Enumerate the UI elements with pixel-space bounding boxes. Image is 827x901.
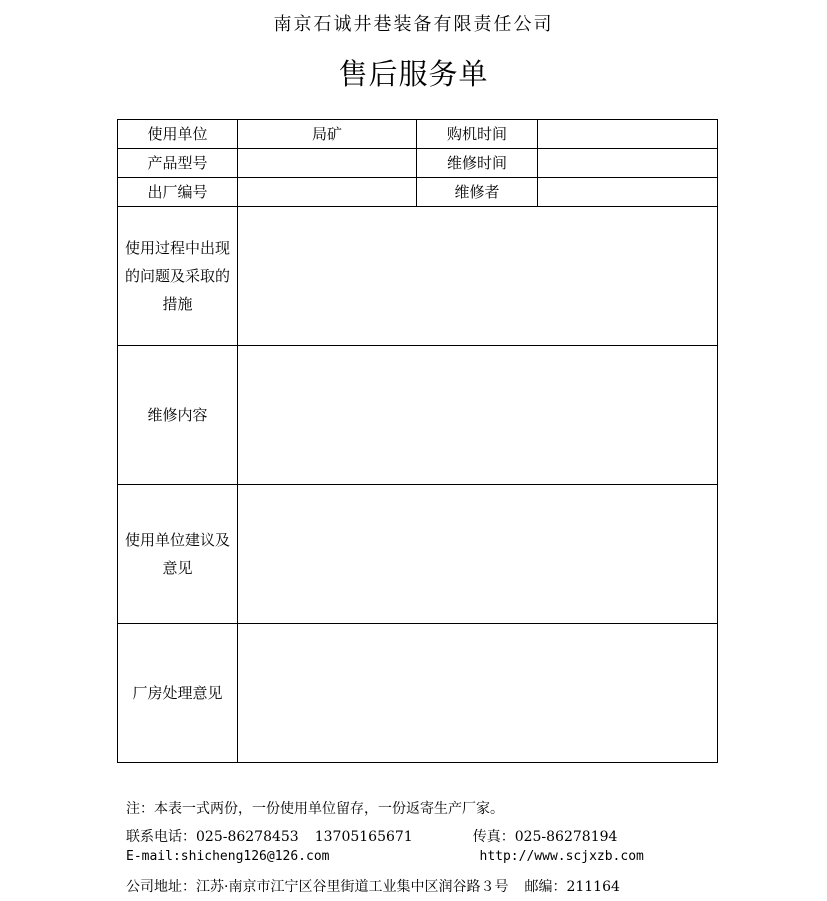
field-product-model[interactable] bbox=[238, 149, 417, 178]
form-row-factory-opinion bbox=[118, 624, 718, 763]
fax-number: 传真：025-86278194 bbox=[472, 829, 618, 845]
label-serial-number: 出厂编号 bbox=[118, 178, 238, 207]
service-form-table bbox=[117, 119, 718, 763]
form-title: 售后服务单 bbox=[338, 57, 489, 91]
field-serial-number[interactable] bbox=[238, 178, 417, 207]
label-repair-date: 维修时间 bbox=[417, 149, 538, 178]
form-row-user-unit bbox=[118, 120, 718, 149]
label-product-model: 产品型号 bbox=[118, 149, 238, 178]
label-problems-measures: 使用过程中出现的问题及采取的措施 bbox=[118, 207, 238, 346]
label-user-unit: 使用单位 bbox=[118, 120, 238, 149]
label-repair-content: 维修内容 bbox=[118, 346, 238, 485]
company-name: 南京石诚井巷装备有限责任公司 bbox=[273, 14, 554, 35]
email-address: E-mail:shicheng126@126.com bbox=[126, 849, 330, 864]
label-user-suggestions: 使用单位建议及意见 bbox=[118, 485, 238, 624]
footer-contact-line bbox=[126, 826, 617, 846]
phone-number: 联系电话：025-86278453 bbox=[126, 829, 299, 845]
website-url: http://www.scjxzb.com bbox=[479, 849, 644, 864]
form-row-problems bbox=[118, 207, 718, 346]
footer-address-line bbox=[126, 876, 620, 896]
label-purchase-date: 购机时间 bbox=[417, 120, 538, 149]
footer-web-line bbox=[126, 849, 644, 864]
form-row-repair-content bbox=[118, 346, 718, 485]
field-user-unit[interactable]: 局矿 bbox=[238, 120, 417, 149]
company-address: 公司地址：江苏·南京市江宁区谷里街道工业集中区润谷路３号 bbox=[126, 879, 509, 895]
postcode: 邮编：211164 bbox=[524, 879, 620, 895]
field-user-suggestions[interactable] bbox=[238, 485, 718, 624]
field-factory-opinion[interactable] bbox=[238, 624, 718, 763]
form-row-suggestions bbox=[118, 485, 718, 624]
field-repair-content[interactable] bbox=[238, 346, 718, 485]
field-repair-date[interactable] bbox=[538, 149, 718, 178]
label-repairer: 维修者 bbox=[417, 178, 538, 207]
mobile-number: 13705165671 bbox=[314, 829, 413, 845]
footer-note: 注：本表一式两份，一份使用单位留存，一份返寄生产厂家。 bbox=[126, 801, 504, 817]
field-repairer[interactable] bbox=[538, 178, 718, 207]
label-factory-opinion: 厂房处理意见 bbox=[118, 624, 238, 763]
field-purchase-date[interactable] bbox=[538, 120, 718, 149]
form-row-product-model bbox=[118, 149, 718, 178]
field-problems-measures[interactable] bbox=[238, 207, 718, 346]
form-row-serial-number bbox=[118, 178, 718, 207]
